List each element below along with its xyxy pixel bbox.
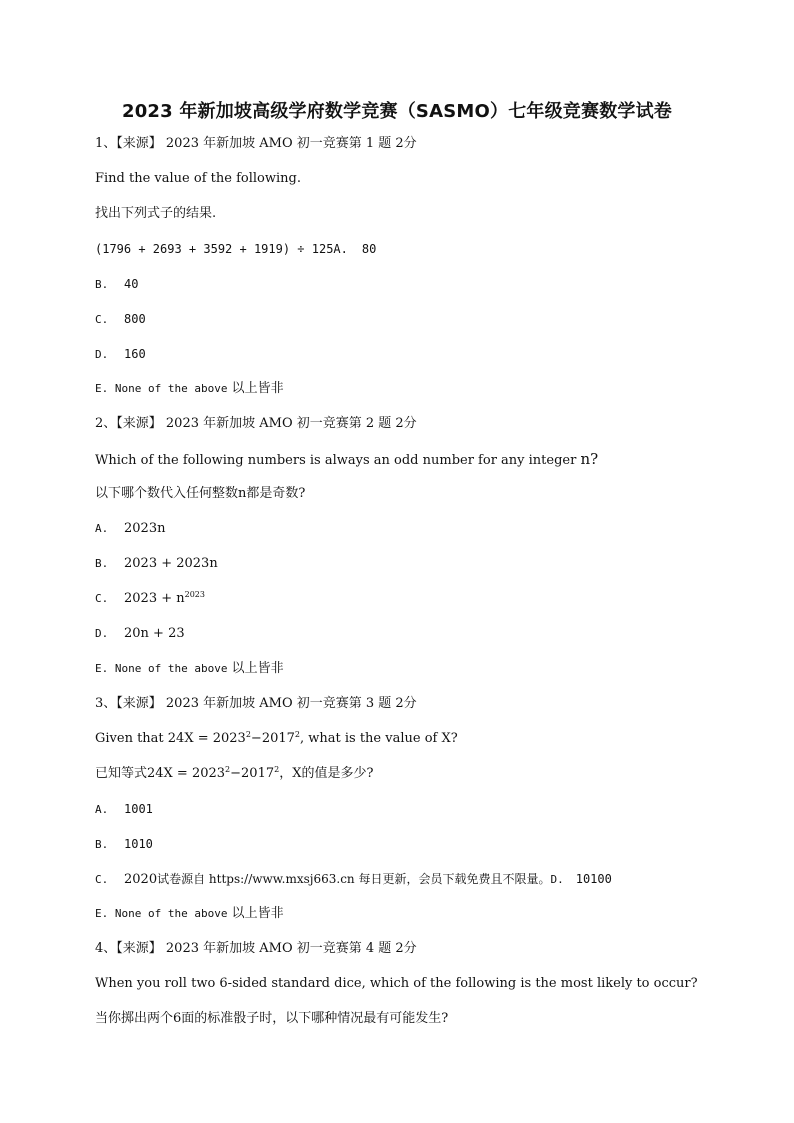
q1-expression: (1796 + 2693 + 3592 + 1919) ÷ 125 — [95, 242, 334, 256]
q1-option-a-letter: A. — [333, 242, 348, 256]
q1-option-a: 80 — [361, 242, 377, 256]
q2-header: 2、【来源】 2023 年新加坡 AMO 初一竞赛第 2 题 2分 — [95, 416, 417, 431]
q3-english-exponent-2: 2 — [294, 730, 300, 739]
q3-english-post: , what is the value of X? — [300, 731, 458, 746]
q2-option-a-line — [95, 520, 165, 538]
q1-option-b-letter: B. — [95, 278, 109, 291]
q2-option-e: E. None of the above — [95, 662, 228, 675]
q3-option-c: 2020 — [124, 872, 158, 887]
q3-chinese-mid: −2017 — [230, 766, 275, 781]
q1-option-b-line — [95, 275, 138, 294]
q3-option-c-letter: C. — [95, 873, 109, 886]
q2-option-b: 2023 + 2023n — [124, 556, 218, 571]
q3-chinese-post: ，X的值是多少? — [279, 766, 374, 781]
q3-option-e-line — [95, 905, 284, 923]
q2-option-d: 20n + 23 — [124, 626, 185, 641]
q2-option-d-line — [95, 625, 185, 643]
q3-option-b-letter: B. — [95, 838, 109, 851]
q3-option-d: 10100 — [575, 872, 612, 886]
q3-option-b: 1010 — [124, 837, 153, 851]
q2-option-e-chinese: 以上皆非 — [231, 661, 284, 676]
q3-english-pre: Given that 24X = 2023 — [95, 731, 246, 746]
q3-chinese-exponent-2: 2 — [274, 765, 280, 774]
q3-english-line — [95, 730, 458, 748]
q2-option-d-letter: D. — [95, 627, 109, 640]
q3-option-d-letter: D. — [550, 873, 564, 886]
q1-expression-line — [95, 240, 376, 259]
q2-option-c-line — [95, 590, 205, 608]
q3-chinese-line — [95, 765, 373, 783]
q1-option-e-chinese: 以上皆非 — [231, 381, 284, 396]
q3-option-c-line — [95, 870, 612, 889]
page-title: 2023 年新加坡高级学府数学竞赛（SASMO）七年级竞赛数学试卷 — [121, 101, 673, 122]
q4-chinese: 当你掷出两个6面的标准骰子时，以下哪种情况最有可能发生? — [95, 1011, 449, 1026]
q2-option-c-letter: C. — [95, 592, 109, 605]
q3-chinese-pre: 已知等式24X = 2023 — [95, 766, 226, 781]
q4-header: 4、【来源】 2023 年新加坡 AMO 初一竞赛第 4 题 2分 — [95, 941, 417, 956]
q1-option-c-line — [95, 310, 146, 329]
q1-option-b: 40 — [124, 277, 139, 291]
q3-option-b-line — [95, 835, 153, 854]
q1-option-c-letter: C. — [95, 313, 109, 326]
q2-chinese: 以下哪个数代入任何整数n都是奇数? — [95, 486, 306, 501]
q2-english-line — [95, 450, 598, 470]
q1-option-e-line — [95, 380, 284, 398]
q2-english-variable: n? — [580, 450, 599, 468]
q1-option-c: 800 — [124, 312, 146, 326]
q3-source-notice: 试卷源自 https://www.mxsj663.cn 每日更新，会员下载免费且不限量。 — [157, 872, 551, 886]
q1-option-d-letter: D. — [95, 348, 109, 361]
q2-option-c-exponent: 2023 — [184, 590, 205, 599]
q2-option-b-letter: B. — [95, 557, 109, 570]
q3-option-a-line — [95, 800, 153, 819]
q1-option-e: E. None of the above — [95, 382, 228, 395]
q3-option-a: 1001 — [124, 802, 153, 816]
q3-option-e: E. None of the above — [95, 907, 228, 920]
q3-english-exponent-1: 2 — [245, 730, 251, 739]
q2-english: Which of the following numbers is always an odd number for any integer — [95, 453, 581, 468]
q2-option-a-letter: A. — [95, 522, 109, 535]
q3-option-e-chinese: 以上皆非 — [231, 906, 284, 921]
q1-english: Find the value of the following. — [95, 171, 301, 186]
q1-chinese: 找出下列式子的结果. — [95, 206, 217, 221]
q3-chinese-exponent-1: 2 — [225, 765, 231, 774]
q2-option-c: 2023 + n — [124, 591, 185, 606]
q3-header: 3、【来源】 2023 年新加坡 AMO 初一竞赛第 3 题 2分 — [95, 696, 417, 711]
q1-header: 1、【来源】 2023 年新加坡 AMO 初一竞赛第 1 题 2分 — [95, 136, 417, 151]
q3-english-mid: −2017 — [250, 731, 295, 746]
q3-option-a-letter: A. — [95, 803, 109, 816]
q2-option-a: 2023n — [124, 521, 166, 536]
q4-english: When you roll two 6-sided standard dice, which of the following is the most likely to occur? — [95, 976, 698, 991]
q1-option-d-line — [95, 345, 146, 364]
q2-option-e-line — [95, 660, 284, 678]
q1-option-d: 160 — [124, 347, 146, 361]
q2-option-b-line — [95, 555, 218, 573]
